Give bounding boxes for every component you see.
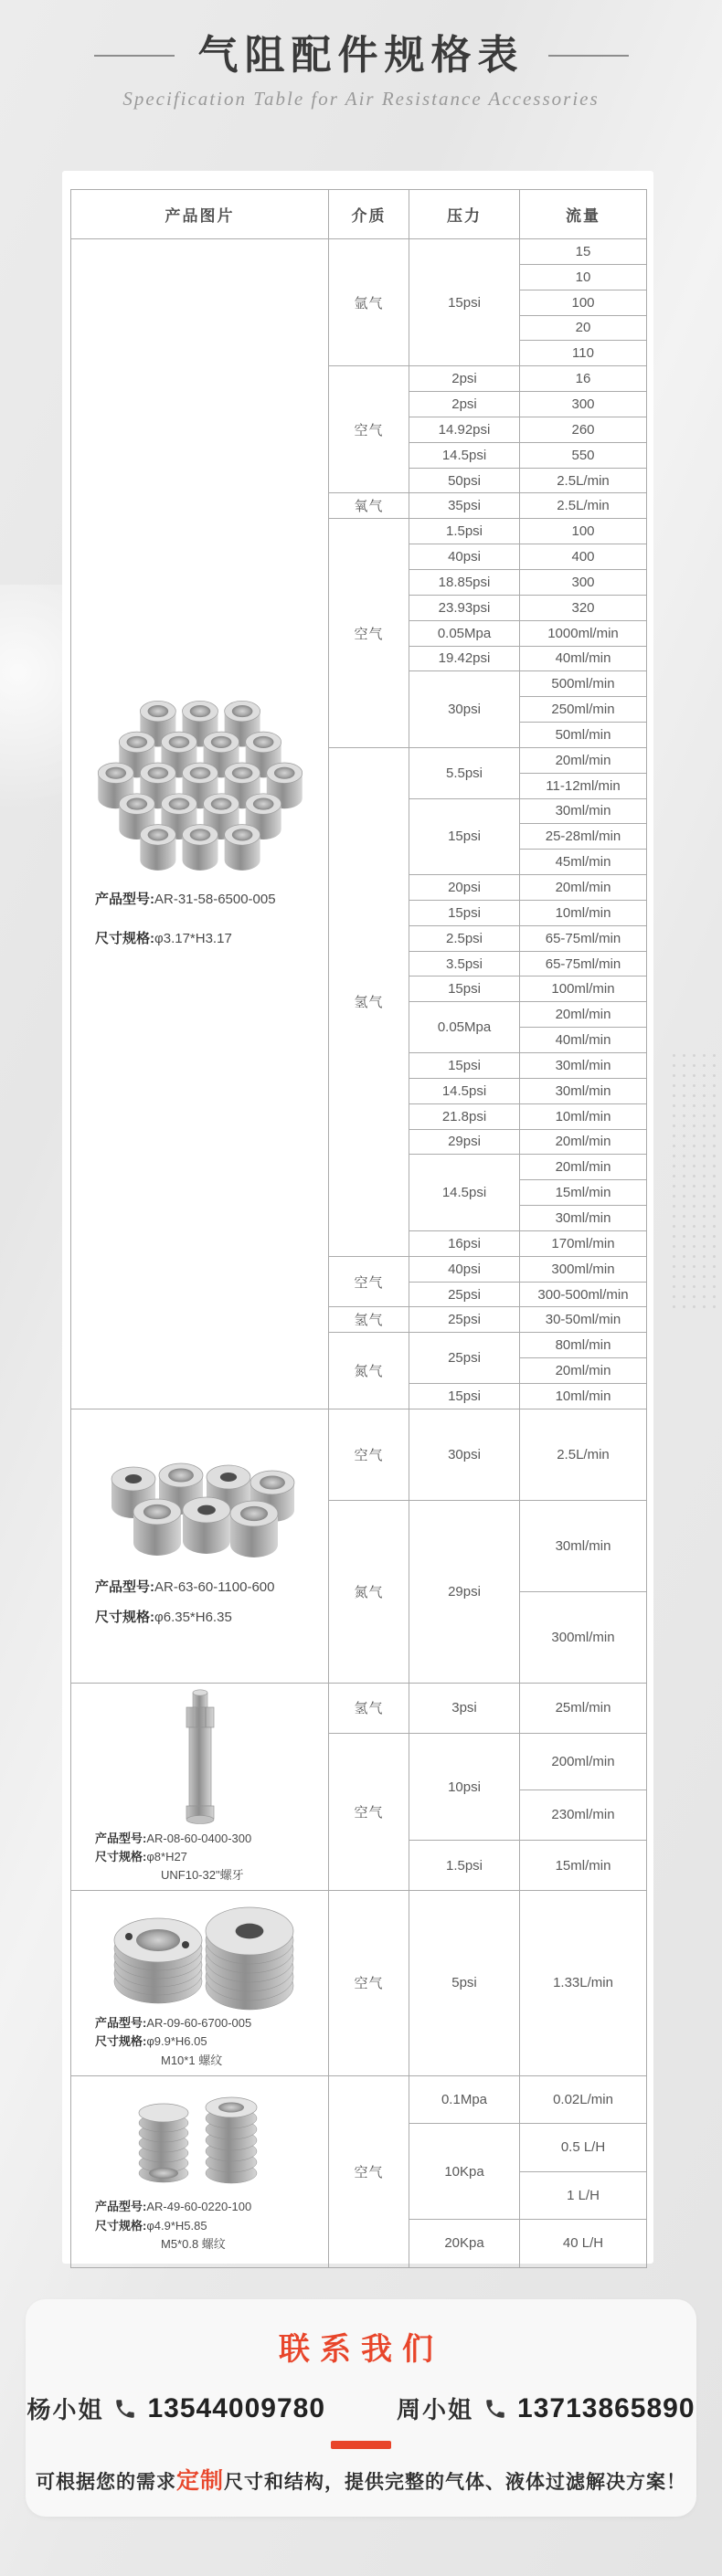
- flow-cell: 550: [520, 442, 647, 468]
- product-image-hex-standoff: [159, 1689, 241, 1830]
- spec-row: [71, 239, 647, 265]
- product-size-extra: M5*0.8 螺纹: [161, 2236, 226, 2251]
- product-size-extra: M10*1 螺纹: [161, 2053, 223, 2067]
- pressure-cell: 23.93psi: [409, 595, 520, 620]
- flow-cell: 10: [520, 264, 647, 290]
- flow-cell: 170ml/min: [520, 1230, 647, 1256]
- flow-cell: 40ml/min: [520, 646, 647, 671]
- flow-cell: 15ml/min: [520, 1180, 647, 1206]
- background-dot-pattern: [669, 1050, 722, 1315]
- flow-cell: 2.5L/min: [520, 1409, 647, 1500]
- medium-cell: 空气: [329, 1734, 409, 1891]
- contact-divider: [331, 2441, 391, 2449]
- flow-cell: 110: [520, 341, 647, 366]
- pressure-cell: 25psi: [409, 1333, 520, 1384]
- pressure-cell: 30psi: [409, 671, 520, 748]
- product-block: [75, 1896, 324, 2069]
- pressure-cell: 1.5psi: [409, 1840, 520, 1890]
- flow-cell: 2.5L/min: [520, 468, 647, 493]
- pressure-cell: 25psi: [409, 1282, 520, 1307]
- flow-cell: 100: [520, 519, 647, 544]
- pressure-cell: 25psi: [409, 1307, 520, 1333]
- flow-cell: 400: [520, 544, 647, 570]
- spec-table-body: [71, 239, 647, 2268]
- product-size: 尺寸规格:φ8*H27 UNF10-32"螺牙: [95, 1848, 251, 1884]
- product-cell: [71, 2075, 329, 2267]
- note-prefix: 可根据您的需求: [35, 2472, 176, 2493]
- flow-cell: 20ml/min: [520, 1002, 647, 1028]
- pressure-cell: 2psi: [409, 392, 520, 417]
- flow-cell: 30ml/min: [520, 1206, 647, 1231]
- title-right-dash: [548, 55, 629, 57]
- pressure-cell: 29psi: [409, 1129, 520, 1155]
- flow-cell: 10ml/min: [520, 900, 647, 925]
- product-image-threaded-discs: [101, 1896, 298, 2014]
- medium-cell: 氮气: [329, 1500, 409, 1683]
- pressure-cell: 30psi: [409, 1409, 520, 1500]
- col-header-flow: 流量: [520, 190, 647, 239]
- flow-cell: 500ml/min: [520, 671, 647, 697]
- spec-row: [71, 1891, 647, 2075]
- flow-cell: 45ml/min: [520, 850, 647, 875]
- product-info: [95, 2014, 251, 2069]
- flow-cell: 300: [520, 569, 647, 595]
- contact-title: 联系我们: [279, 2332, 443, 2367]
- contact-2-name: 周小姐: [397, 2396, 474, 2423]
- contact-1-name: 杨小姐: [27, 2396, 104, 2423]
- pressure-cell: 0.05Mpa: [409, 620, 520, 646]
- flow-cell: 20: [520, 315, 647, 341]
- product-info: [95, 2198, 251, 2253]
- pressure-cell: 5.5psi: [409, 747, 520, 798]
- pressure-cell: 14.5psi: [409, 1155, 520, 1231]
- flow-cell: 320: [520, 595, 647, 620]
- pressure-cell: 1.5psi: [409, 519, 520, 544]
- flow-cell: 100ml/min: [520, 977, 647, 1002]
- pressure-cell: 19.42psi: [409, 646, 520, 671]
- product-model: 产品型号:AR-08-60-0400-300: [95, 1831, 252, 1845]
- product-model: 产品型号:AR-31-58-6500-005: [95, 891, 276, 907]
- contact-card: [26, 2299, 696, 2517]
- flow-cell: 65-75ml/min: [520, 951, 647, 977]
- medium-cell: 空气: [329, 1256, 409, 1307]
- col-header-pressure: 压力: [409, 190, 520, 239]
- pressure-cell: 21.8psi: [409, 1103, 520, 1129]
- product-model: 产品型号:AR-63-60-1100-600: [95, 1579, 275, 1596]
- flow-cell: 260: [520, 417, 647, 442]
- pressure-cell: 20Kpa: [409, 2220, 520, 2268]
- flow-cell: 20ml/min: [520, 747, 647, 773]
- product-size-extra: UNF10-32"螺牙: [161, 1868, 244, 1883]
- flow-cell: 65-75ml/min: [520, 925, 647, 951]
- spec-row: [71, 1683, 647, 1733]
- flow-cell: 300: [520, 392, 647, 417]
- flow-cell: 30ml/min: [520, 1078, 647, 1103]
- contact-item-1: [27, 2391, 325, 2425]
- phone-icon: [483, 2397, 507, 2421]
- spec-table-head: [71, 190, 647, 239]
- contact-row: [26, 2391, 696, 2425]
- pressure-cell: 3.5psi: [409, 951, 520, 977]
- flow-cell: 25-28ml/min: [520, 824, 647, 850]
- pressure-cell: 15psi: [409, 239, 520, 366]
- product-image-frit-cylinder-group: [97, 1459, 303, 1572]
- pressure-cell: 40psi: [409, 544, 520, 570]
- medium-cell: 氢气: [329, 747, 409, 1256]
- pressure-cell: 15psi: [409, 900, 520, 925]
- product-cell: [71, 239, 329, 1409]
- flow-cell: 80ml/min: [520, 1333, 647, 1358]
- medium-cell: 氧气: [329, 493, 409, 519]
- col-header-medium: 介质: [329, 190, 409, 239]
- flow-cell: 15ml/min: [520, 1840, 647, 1890]
- pressure-cell: 20psi: [409, 875, 520, 901]
- product-size: 尺寸规格:φ9.9*H6.05 M10*1 螺纹: [95, 2032, 251, 2069]
- medium-cell: 氢气: [329, 1307, 409, 1333]
- medium-cell: 氮气: [329, 1333, 409, 1409]
- medium-cell: 空气: [329, 1409, 409, 1500]
- flow-cell: 250ml/min: [520, 697, 647, 723]
- product-model: 产品型号:AR-09-60-6700-005: [95, 2016, 252, 2031]
- page-title: 气阻配件规格表: [197, 33, 525, 78]
- pressure-cell: 15psi: [409, 977, 520, 1002]
- flow-cell: 30ml/min: [520, 798, 647, 824]
- product-image-frit-cylinder-cluster: [95, 689, 305, 880]
- flow-cell: 20ml/min: [520, 1129, 647, 1155]
- contact-2-phone: 13713865890: [517, 2392, 695, 2423]
- note-suffix: 尺寸和结构，提供完整的气体、液体过滤解决方案！: [224, 2472, 686, 2493]
- flow-cell: 0.5 L/H: [520, 2124, 647, 2172]
- pressure-cell: 15psi: [409, 798, 520, 875]
- pressure-cell: 2.5psi: [409, 925, 520, 951]
- product-block: [75, 2089, 324, 2253]
- flow-cell: 11-12ml/min: [520, 773, 647, 798]
- flow-cell: 10ml/min: [520, 1103, 647, 1129]
- product-block: [75, 1459, 324, 1632]
- col-header-product-image: 产品图片: [71, 190, 329, 239]
- pressure-cell: 14.92psi: [409, 417, 520, 442]
- medium-cell: 空气: [329, 2075, 409, 2267]
- flow-cell: 20ml/min: [520, 875, 647, 901]
- flow-cell: 30ml/min: [520, 1500, 647, 1591]
- flow-cell: 1000ml/min: [520, 620, 647, 646]
- medium-cell: 空气: [329, 1891, 409, 2075]
- flow-cell: 30ml/min: [520, 1053, 647, 1079]
- pressure-cell: 18.85psi: [409, 569, 520, 595]
- flow-cell: 100: [520, 290, 647, 315]
- flow-cell: 20ml/min: [520, 1358, 647, 1384]
- flow-cell: 40 L/H: [520, 2220, 647, 2268]
- pressure-cell: 29psi: [409, 1500, 520, 1683]
- flow-cell: 20ml/min: [520, 1155, 647, 1180]
- pressure-cell: 50psi: [409, 468, 520, 493]
- product-info: [95, 1572, 274, 1632]
- note-highlight: 定制: [175, 2468, 224, 2494]
- flow-cell: 300ml/min: [520, 1256, 647, 1282]
- flow-cell: 230ml/min: [520, 1789, 647, 1840]
- flow-cell: 0.02L/min: [520, 2075, 647, 2124]
- flow-cell: 1 L/H: [520, 2171, 647, 2220]
- flow-cell: 1.33L/min: [520, 1891, 647, 2075]
- flow-cell: 30-50ml/min: [520, 1307, 647, 1333]
- flow-cell: 40ml/min: [520, 1028, 647, 1053]
- flow-cell: 300-500ml/min: [520, 1282, 647, 1307]
- pressure-cell: 0.05Mpa: [409, 1002, 520, 1053]
- pressure-cell: 15psi: [409, 1383, 520, 1409]
- pressure-cell: 16psi: [409, 1230, 520, 1256]
- pressure-cell: 2psi: [409, 366, 520, 392]
- pressure-cell: 15psi: [409, 1053, 520, 1079]
- page-header: [0, 33, 722, 111]
- flow-cell: 2.5L/min: [520, 493, 647, 519]
- flow-cell: 200ml/min: [520, 1734, 647, 1790]
- product-block: [75, 689, 324, 959]
- contact-1-phone: 13544009780: [147, 2392, 325, 2423]
- product-cell: [71, 1409, 329, 1683]
- pressure-cell: 14.5psi: [409, 442, 520, 468]
- product-cell: [71, 1683, 329, 1890]
- pressure-cell: 10Kpa: [409, 2124, 520, 2220]
- product-size: 尺寸规格:φ4.9*H5.85 M5*0.8 螺纹: [95, 2217, 251, 2254]
- phone-icon: [113, 2397, 137, 2421]
- spec-row: [71, 1409, 647, 1500]
- product-info: [95, 1830, 251, 1884]
- page-subtitle: Specification Table for Air Resistance Accessories: [122, 87, 600, 110]
- flow-cell: 50ml/min: [520, 723, 647, 748]
- product-image-threaded-screws: [120, 2089, 280, 2198]
- contact-item-2: [397, 2391, 695, 2425]
- flow-cell: 300ml/min: [520, 1591, 647, 1683]
- flow-cell: 16: [520, 366, 647, 392]
- medium-cell: 氢气: [329, 1683, 409, 1733]
- product-size: 尺寸规格:φ3.17*H3.17: [95, 931, 232, 947]
- product-info: [95, 880, 276, 959]
- pressure-cell: 40psi: [409, 1256, 520, 1282]
- product-cell: [71, 1891, 329, 2075]
- pressure-cell: 14.5psi: [409, 1078, 520, 1103]
- product-model: 产品型号:AR-49-60-0220-100: [95, 2200, 252, 2214]
- contact-note: [26, 2463, 696, 2496]
- product-block: [75, 1689, 324, 1884]
- title-left-dash: [94, 55, 175, 57]
- medium-cell: 空气: [329, 519, 409, 748]
- pressure-cell: 35psi: [409, 493, 520, 519]
- spec-sheet-card: [62, 171, 653, 2264]
- flow-cell: 15: [520, 239, 647, 265]
- spec-row: [71, 2075, 647, 2124]
- product-size: 尺寸规格:φ6.35*H6.35: [95, 1610, 232, 1626]
- medium-cell: 氩气: [329, 239, 409, 366]
- pressure-cell: 3psi: [409, 1683, 520, 1733]
- flow-cell: 10ml/min: [520, 1383, 647, 1409]
- pressure-cell: 5psi: [409, 1891, 520, 2075]
- medium-cell: 空气: [329, 366, 409, 493]
- pressure-cell: 0.1Mpa: [409, 2075, 520, 2124]
- spec-table: [70, 189, 647, 2268]
- flow-cell: 25ml/min: [520, 1683, 647, 1733]
- pressure-cell: 10psi: [409, 1734, 520, 1841]
